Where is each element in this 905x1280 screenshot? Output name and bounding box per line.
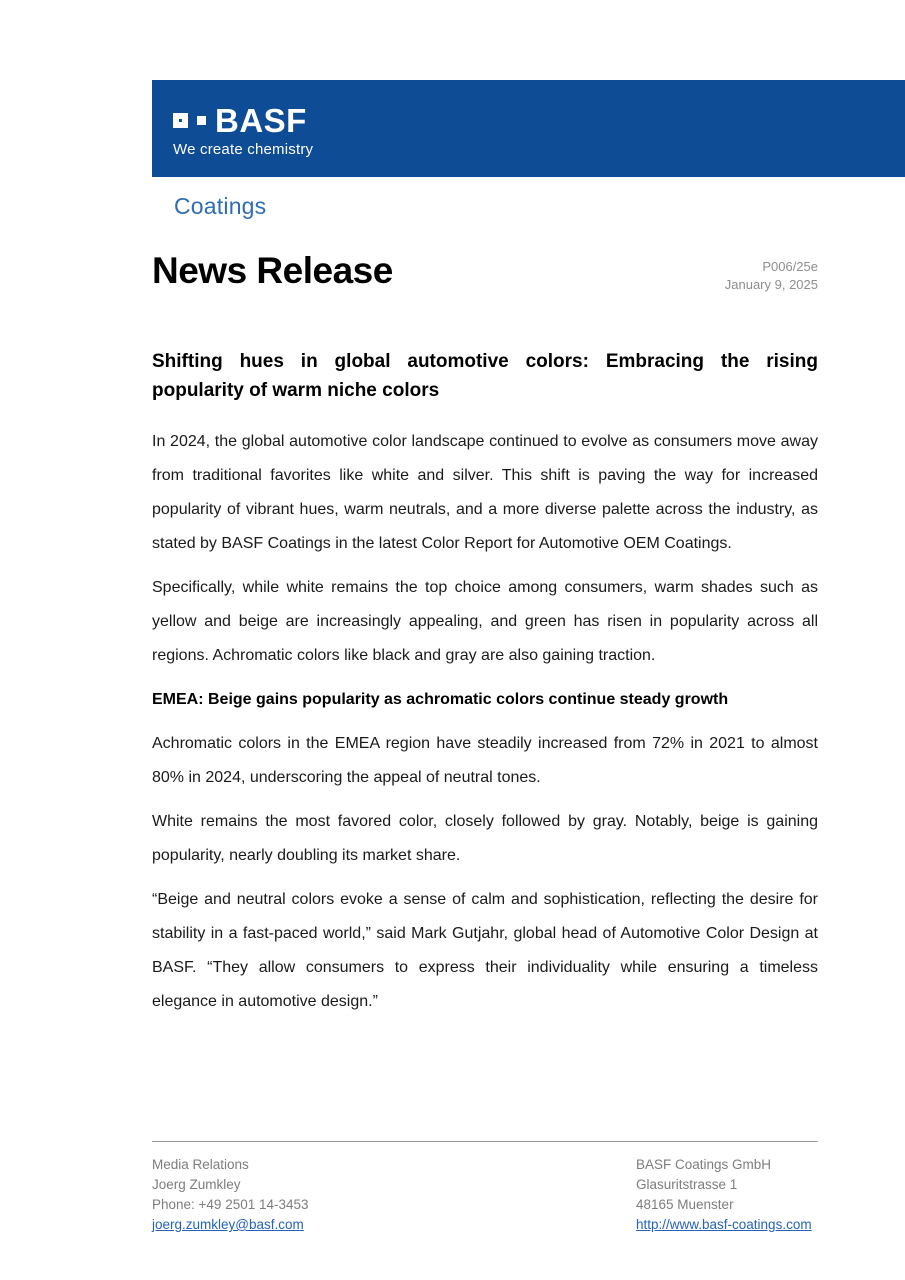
release-date: January 9, 2025 [724, 277, 818, 292]
article-paragraph: White remains the most favored color, closely followed by gray. Notably, beige is gaining popularity, nearly doubling its market share. [152, 813, 818, 864]
footer-line: Glasuritstrasse 1 [636, 1177, 738, 1192]
article-paragraph: Specifically, while white remains the top choice among consumers, warm shades such as yellow and beige are increasingly appealing, and green has risen in popularity across all regions. Achromatic colors like black and gray are also gaining traction. [152, 579, 818, 664]
footer-line: Phone: +49 2501 14-3453 [152, 1197, 309, 1212]
section-subheading: EMEA: Beige gains popularity as achromatic colors continue steady growth [152, 691, 729, 708]
article-body [152, 347, 818, 1019]
article-paragraph: Achromatic colors in the EMEA region have steadily increased from 72% in 2021 to almost 80% in 2024, underscoring the appeal of neutral tones. [152, 735, 818, 786]
footer-line: Joerg Zumkley [152, 1177, 241, 1192]
footer-line: 48165 Muenster [636, 1197, 734, 1212]
logo-square-icon [173, 113, 188, 128]
article-headline: Shifting hues in global automotive colors: Embracing the rising popularity of warm niche colors [152, 351, 818, 401]
article-paragraph: In 2024, the global automotive color landscape continued to evolve as consumers move away from traditional favorites like white and silver. This shift is paving the way for increased popularity of vibrant hues, warm neutrals, and a more diverse palette across the industry, as stated by BASF Coatings in the latest Color Report for Automotive OEM Coatings. [152, 433, 818, 552]
footer [152, 1141, 818, 1235]
masthead [152, 250, 818, 294]
release-code: P006/25e [762, 259, 818, 274]
logo-dot-icon [197, 116, 206, 125]
basf-logo [173, 102, 905, 139]
website-link[interactable]: http://www.basf-coatings.com [636, 1217, 812, 1232]
basf-banner [152, 80, 905, 177]
division-label: Coatings [174, 193, 267, 219]
footer-company-address [636, 1155, 818, 1235]
footer-line: BASF Coatings GmbH [636, 1157, 772, 1172]
footer-line: Media Relations [152, 1157, 249, 1172]
page-title: News Release [152, 250, 393, 291]
article-paragraph: “Beige and neutral colors evoke a sense of calm and sophistication, reflecting the desire for stability in a fast-paced world,” said Mark Gutjahr, global head of Automotive Color Design at BASF. “They allow consumers to express their individuality while ensuring a timeless elegance in automotive design.” [152, 891, 818, 1010]
banner-tagline: We create chemistry [173, 141, 314, 158]
footer-media-relations [152, 1155, 309, 1235]
email-link[interactable]: joerg.zumkley@basf.com [152, 1217, 304, 1232]
release-meta [725, 250, 818, 294]
logo-wordmark: BASF [215, 102, 307, 139]
